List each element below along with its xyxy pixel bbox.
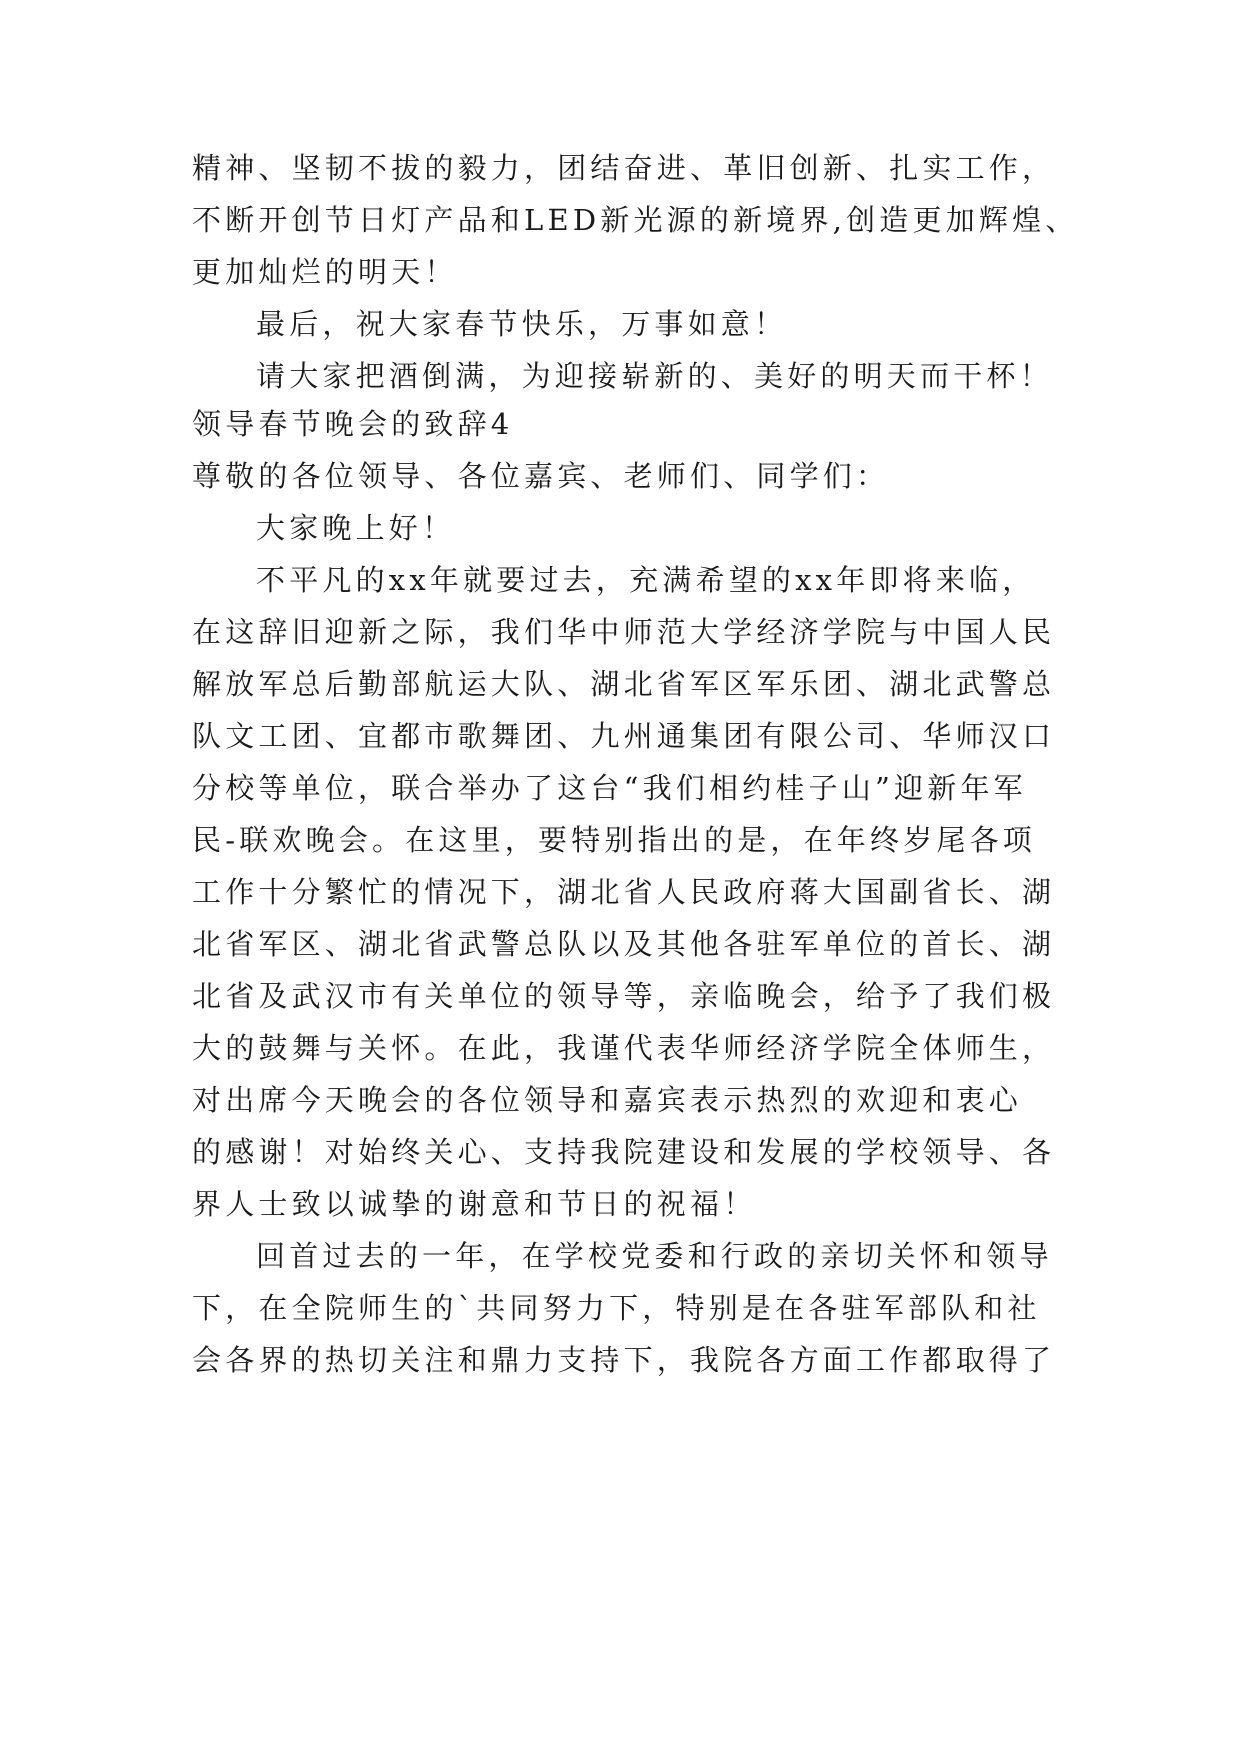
body-line: 不平凡的xx年就要过去，充满希望的xx年即将来临， (256, 563, 1036, 597)
body-line: 队文工团、宜都市歌舞团、九州通集团有限公司、华师汉口 (192, 719, 1056, 753)
body-line: 北省军区、湖北省武警总队以及其他各驻军单位的首长、湖 (192, 927, 1056, 961)
body-line: 精神、坚韧不拔的毅力，团结奋进、革旧创新、扎实工作， (192, 151, 1056, 185)
body-line: 会各界的热切关注和鼎力支持下，我院各方面工作都取得了 (192, 1343, 1056, 1377)
body-line: 北省及武汉市有关单位的领导等，亲临晚会，给予了我们极 (192, 979, 1056, 1013)
body-line: 界人士致以诚挚的谢意和节日的祝福！ (192, 1187, 757, 1221)
body-line: 在这辞旧迎新之际，我们华中师范大学经济学院与中国人民 (192, 615, 1056, 649)
body-line: 工作十分繁忙的情况下，湖北省人民政府蒋大国副省长、湖 (192, 875, 1056, 909)
body-line: 不断开创节日灯产品和LED新光源的新境界,创造更加辉煌、 (192, 203, 1079, 237)
body-line: 更加灿烂的明天！ (192, 255, 458, 289)
body-line: 下，在全院师生的`共同努力下，特别是在各驻军部队和社 (192, 1291, 1041, 1325)
body-line: 对出席今天晚会的各位领导和嘉宾表示热烈的欢迎和衷心 (192, 1083, 1023, 1117)
body-line: 解放军总后勤部航运大队、湖北省军区军乐团、湖北武警总 (192, 667, 1056, 701)
body-line: 分校等单位，联合举办了这台“我们相约桂子山”迎新年军 (192, 771, 1027, 805)
section-heading: 领导春节晚会的致辞4 (192, 407, 514, 441)
body-line: 回首过去的一年，在学校党委和行政的亲切关怀和领导 (256, 1239, 1053, 1273)
paragraph-toast: 请大家把酒倒满，为迎接崭新的、美好的明天而干杯！ (256, 359, 1053, 393)
greeting: 大家晚上好！ (256, 511, 456, 545)
body-line: 的感谢！对始终关心、支持我院建设和发展的学校领导、各 (192, 1135, 1056, 1169)
body-line: 大的鼓舞与关怀。在此，我谨代表华师经济学院全体师生， (192, 1031, 1056, 1065)
salutation: 尊敬的各位领导、各位嘉宾、老师们、同学们： (192, 459, 890, 493)
body-line: 民-联欢晚会。在这里，要特别指出的是，在年终岁尾各项 (192, 823, 1036, 857)
paragraph-closing-wish: 最后，祝大家春节快乐，万事如意！ (256, 307, 788, 341)
